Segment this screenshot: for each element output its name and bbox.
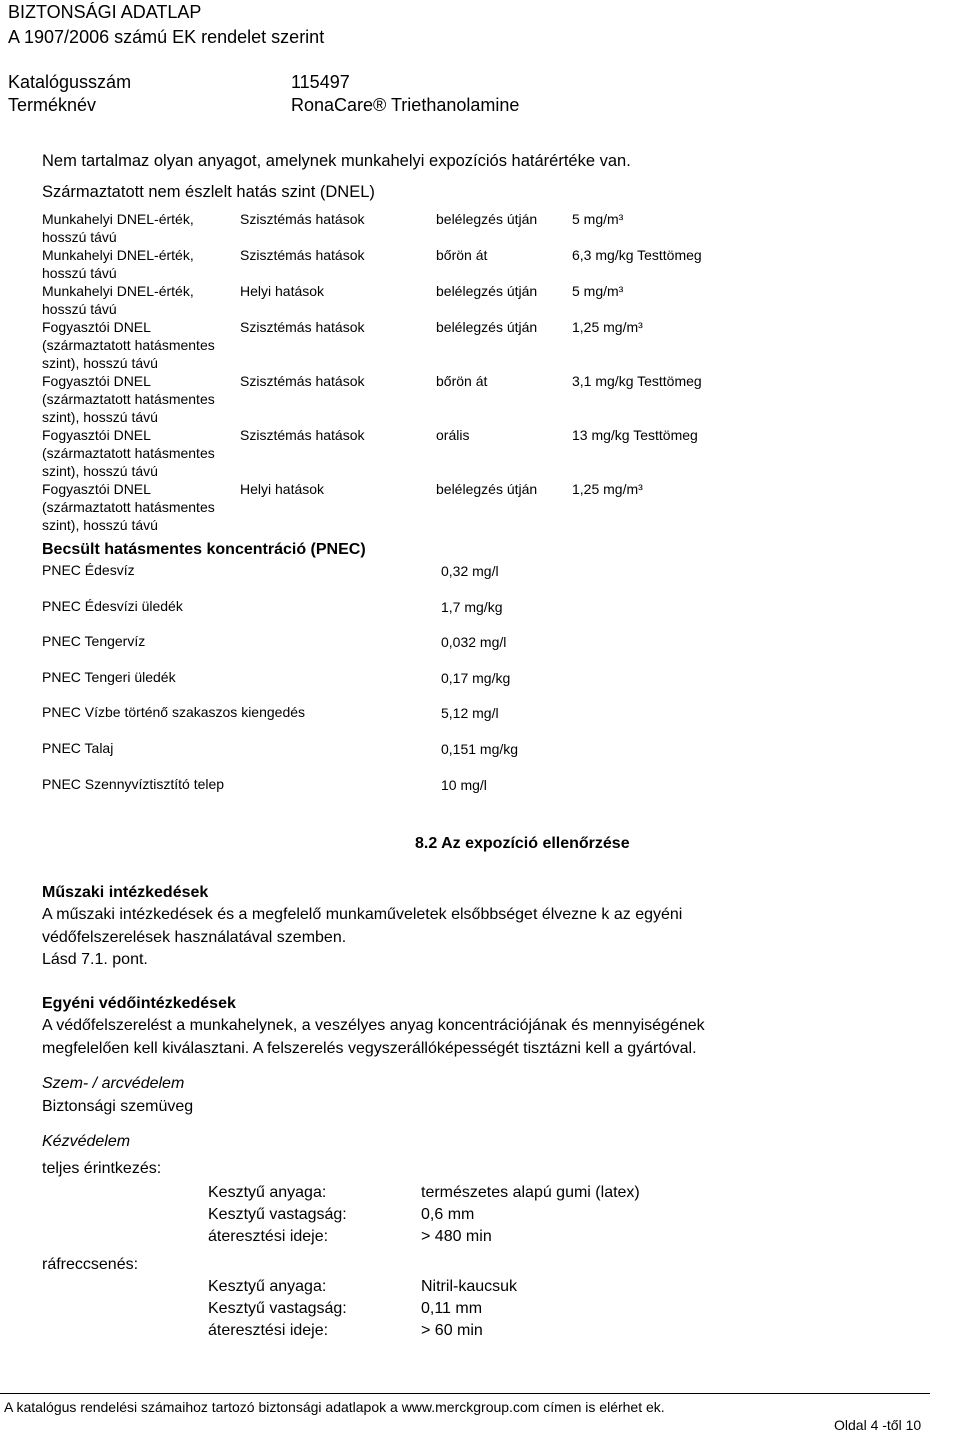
- catalog-number-value: 115497: [291, 72, 350, 92]
- glove-spec-label: Kesztyű vastagság:: [208, 1206, 347, 1223]
- dnel-exposure-route: belélegzés útján: [436, 283, 538, 299]
- dnel-type-line: Munkahelyi DNEL-érték,: [42, 283, 194, 299]
- personal-protection-text-line: A védőfelszerelést a munkahelynek, a veszélyes anyag koncentrációjának és mennyiségének: [42, 1017, 705, 1034]
- dnel-type-line: Fogyasztói DNEL: [42, 319, 151, 335]
- glove-spec-value: 0,11 mm: [421, 1300, 483, 1317]
- section-8-2-title: 8.2 Az expozíció ellenőrzése: [415, 835, 630, 852]
- dnel-type-line: hosszú távú: [42, 265, 117, 281]
- glove-spec-label: Kesztyű vastagság:: [208, 1300, 347, 1317]
- glove-spec-value: Nitril-kaucsuk: [421, 1278, 518, 1295]
- catalog-number-label: Katalógusszám: [8, 72, 132, 92]
- pnec-value: 1,7 mg/kg: [441, 598, 503, 615]
- dnel-effect: Szisztémás hatások: [240, 211, 365, 227]
- regulation-subtitle: A 1907/2006 számú EK rendelet szerint: [8, 27, 325, 47]
- dnel-value: 1,25 mg/m³: [572, 319, 643, 335]
- glove-spec-label: áteresztési ideje:: [208, 1322, 329, 1339]
- dnel-exposure-route: belélegzés útján: [436, 481, 538, 497]
- pnec-label: PNEC Édesvízi üledék: [42, 597, 183, 614]
- technical-measures-heading: Műszaki intézkedések: [42, 884, 209, 901]
- dnel-exposure-route: belélegzés útján: [436, 211, 538, 227]
- footer-note: A katalógus rendelési számaihoz tartozó biztonsági adatlapok a www.merckgroup.com címen is elérhet ek.: [4, 1399, 665, 1415]
- pnec-label: PNEC Tengervíz: [42, 633, 146, 650]
- dnel-value: 6,3 mg/kg Testtömeg: [572, 247, 702, 263]
- pnec-value: 10 mg/l: [441, 776, 487, 793]
- technical-measures-reference: Lásd 7.1. pont.: [42, 951, 148, 968]
- footer-divider: [0, 1393, 930, 1394]
- dnel-value: 3,1 mg/kg Testtömeg: [572, 373, 702, 389]
- hand-protection-heading: Kézvédelem: [42, 1133, 131, 1150]
- dnel-effect: Szisztémás hatások: [240, 373, 365, 389]
- page-number: Oldal 4 -től 10: [834, 1417, 922, 1433]
- pnec-value: 5,12 mg/l: [441, 705, 499, 722]
- dnel-value: 5 mg/m³: [572, 211, 624, 227]
- dnel-type-line: Fogyasztói DNEL: [42, 481, 151, 497]
- eye-protection-heading: Szem- / arcvédelem: [42, 1075, 185, 1092]
- pnec-value: 0,17 mg/kg: [441, 669, 511, 686]
- dnel-exposure-route: bőrön át: [436, 247, 488, 263]
- dnel-heading: Származtatott nem észlelt hatás szint (DNEL): [42, 183, 375, 201]
- dnel-type-line: szint), hosszú távú: [42, 463, 158, 479]
- dnel-type-line: Munkahelyi DNEL-érték,: [42, 211, 194, 227]
- dnel-type-line: Fogyasztói DNEL: [42, 427, 151, 443]
- technical-measures-text-line: A műszaki intézkedések és a megfelelő munkaműveletek elsőbbséget élvezne k az egyéni: [42, 906, 683, 923]
- eye-protection-value: Biztonsági szemüveg: [42, 1098, 194, 1115]
- pnec-label: PNEC Tengeri üledék: [42, 668, 176, 685]
- dnel-effect: Szisztémás hatások: [240, 319, 365, 335]
- dnel-type-line: (származtatott hatásmentes: [42, 445, 215, 461]
- glove-spec-label: Kesztyű anyaga:: [208, 1278, 327, 1295]
- dnel-type-line: szint), hosszú távú: [42, 355, 158, 371]
- product-name-label: Terméknév: [8, 95, 97, 115]
- glove-spec-label: áteresztési ideje:: [208, 1228, 329, 1245]
- glove-spec-value: természetes alapú gumi (latex): [421, 1184, 640, 1201]
- glove-spec-value: 0,6 mm: [421, 1206, 475, 1223]
- technical-measures-text-line: védőfelszerelések használatával szemben.: [42, 929, 347, 946]
- dnel-value: 5 mg/m³: [572, 283, 624, 299]
- personal-protection-text-line: megfelelően kell kiválasztani. A felszerelés vegyszerállóképességét tisztázni kell a gyártóval.: [42, 1040, 697, 1057]
- pnec-label: PNEC Édesvíz: [42, 562, 135, 578]
- product-name-value: RonaCare® Triethanolamine: [291, 95, 520, 115]
- glove-spec-value: > 60 min: [421, 1322, 483, 1339]
- splash-contact-label: ráfreccsenés:: [42, 1256, 139, 1273]
- dnel-type-line: szint), hosszú távú: [42, 517, 158, 533]
- exposure-limit-note: Nem tartalmaz olyan anyagot, amelynek munkahelyi expozíciós határértéke van.: [42, 152, 631, 170]
- pnec-value: 0,151 mg/kg: [441, 741, 519, 757]
- dnel-type-line: hosszú távú: [42, 229, 117, 245]
- dnel-type-line: Munkahelyi DNEL-érték,: [42, 247, 194, 263]
- pnec-heading: Becsült hatásmentes koncentráció (PNEC): [42, 541, 366, 558]
- document-title: BIZTONSÁGI ADATLAP: [8, 2, 202, 22]
- dnel-value: 1,25 mg/m³: [572, 481, 643, 497]
- dnel-effect: Szisztémás hatások: [240, 427, 365, 443]
- dnel-type-line: Fogyasztói DNEL: [42, 373, 151, 389]
- glove-spec-value: > 480 min: [421, 1228, 492, 1245]
- dnel-exposure-route: orális: [436, 427, 470, 443]
- pnec-value: 0,032 mg/l: [441, 634, 507, 651]
- dnel-value: 13 mg/kg Testtömeg: [572, 427, 698, 443]
- dnel-type-line: szint), hosszú távú: [42, 409, 158, 425]
- dnel-type-line: hosszú távú: [42, 301, 117, 317]
- pnec-label: PNEC Talaj: [42, 740, 114, 756]
- glove-spec-label: Kesztyű anyaga:: [208, 1184, 327, 1201]
- dnel-type-line: (származtatott hatásmentes: [42, 391, 215, 407]
- dnel-effect: Helyi hatások: [240, 283, 325, 299]
- dnel-type-line: (származtatott hatásmentes: [42, 337, 215, 353]
- dnel-exposure-route: belélegzés útján: [436, 319, 538, 335]
- dnel-effect: Helyi hatások: [240, 481, 325, 497]
- personal-protection-heading: Egyéni védőintézkedések: [42, 995, 236, 1012]
- dnel-exposure-route: bőrön át: [436, 373, 488, 389]
- pnec-label: PNEC Vízbe történő szakaszos kiengedés: [42, 704, 306, 721]
- full-contact-label: teljes érintkezés:: [42, 1160, 162, 1177]
- pnec-label: PNEC Szennyvíztisztító telep: [42, 775, 225, 792]
- dnel-effect: Szisztémás hatások: [240, 247, 365, 263]
- pnec-value: 0,32 mg/l: [441, 563, 499, 579]
- dnel-type-line: (származtatott hatásmentes: [42, 499, 215, 515]
